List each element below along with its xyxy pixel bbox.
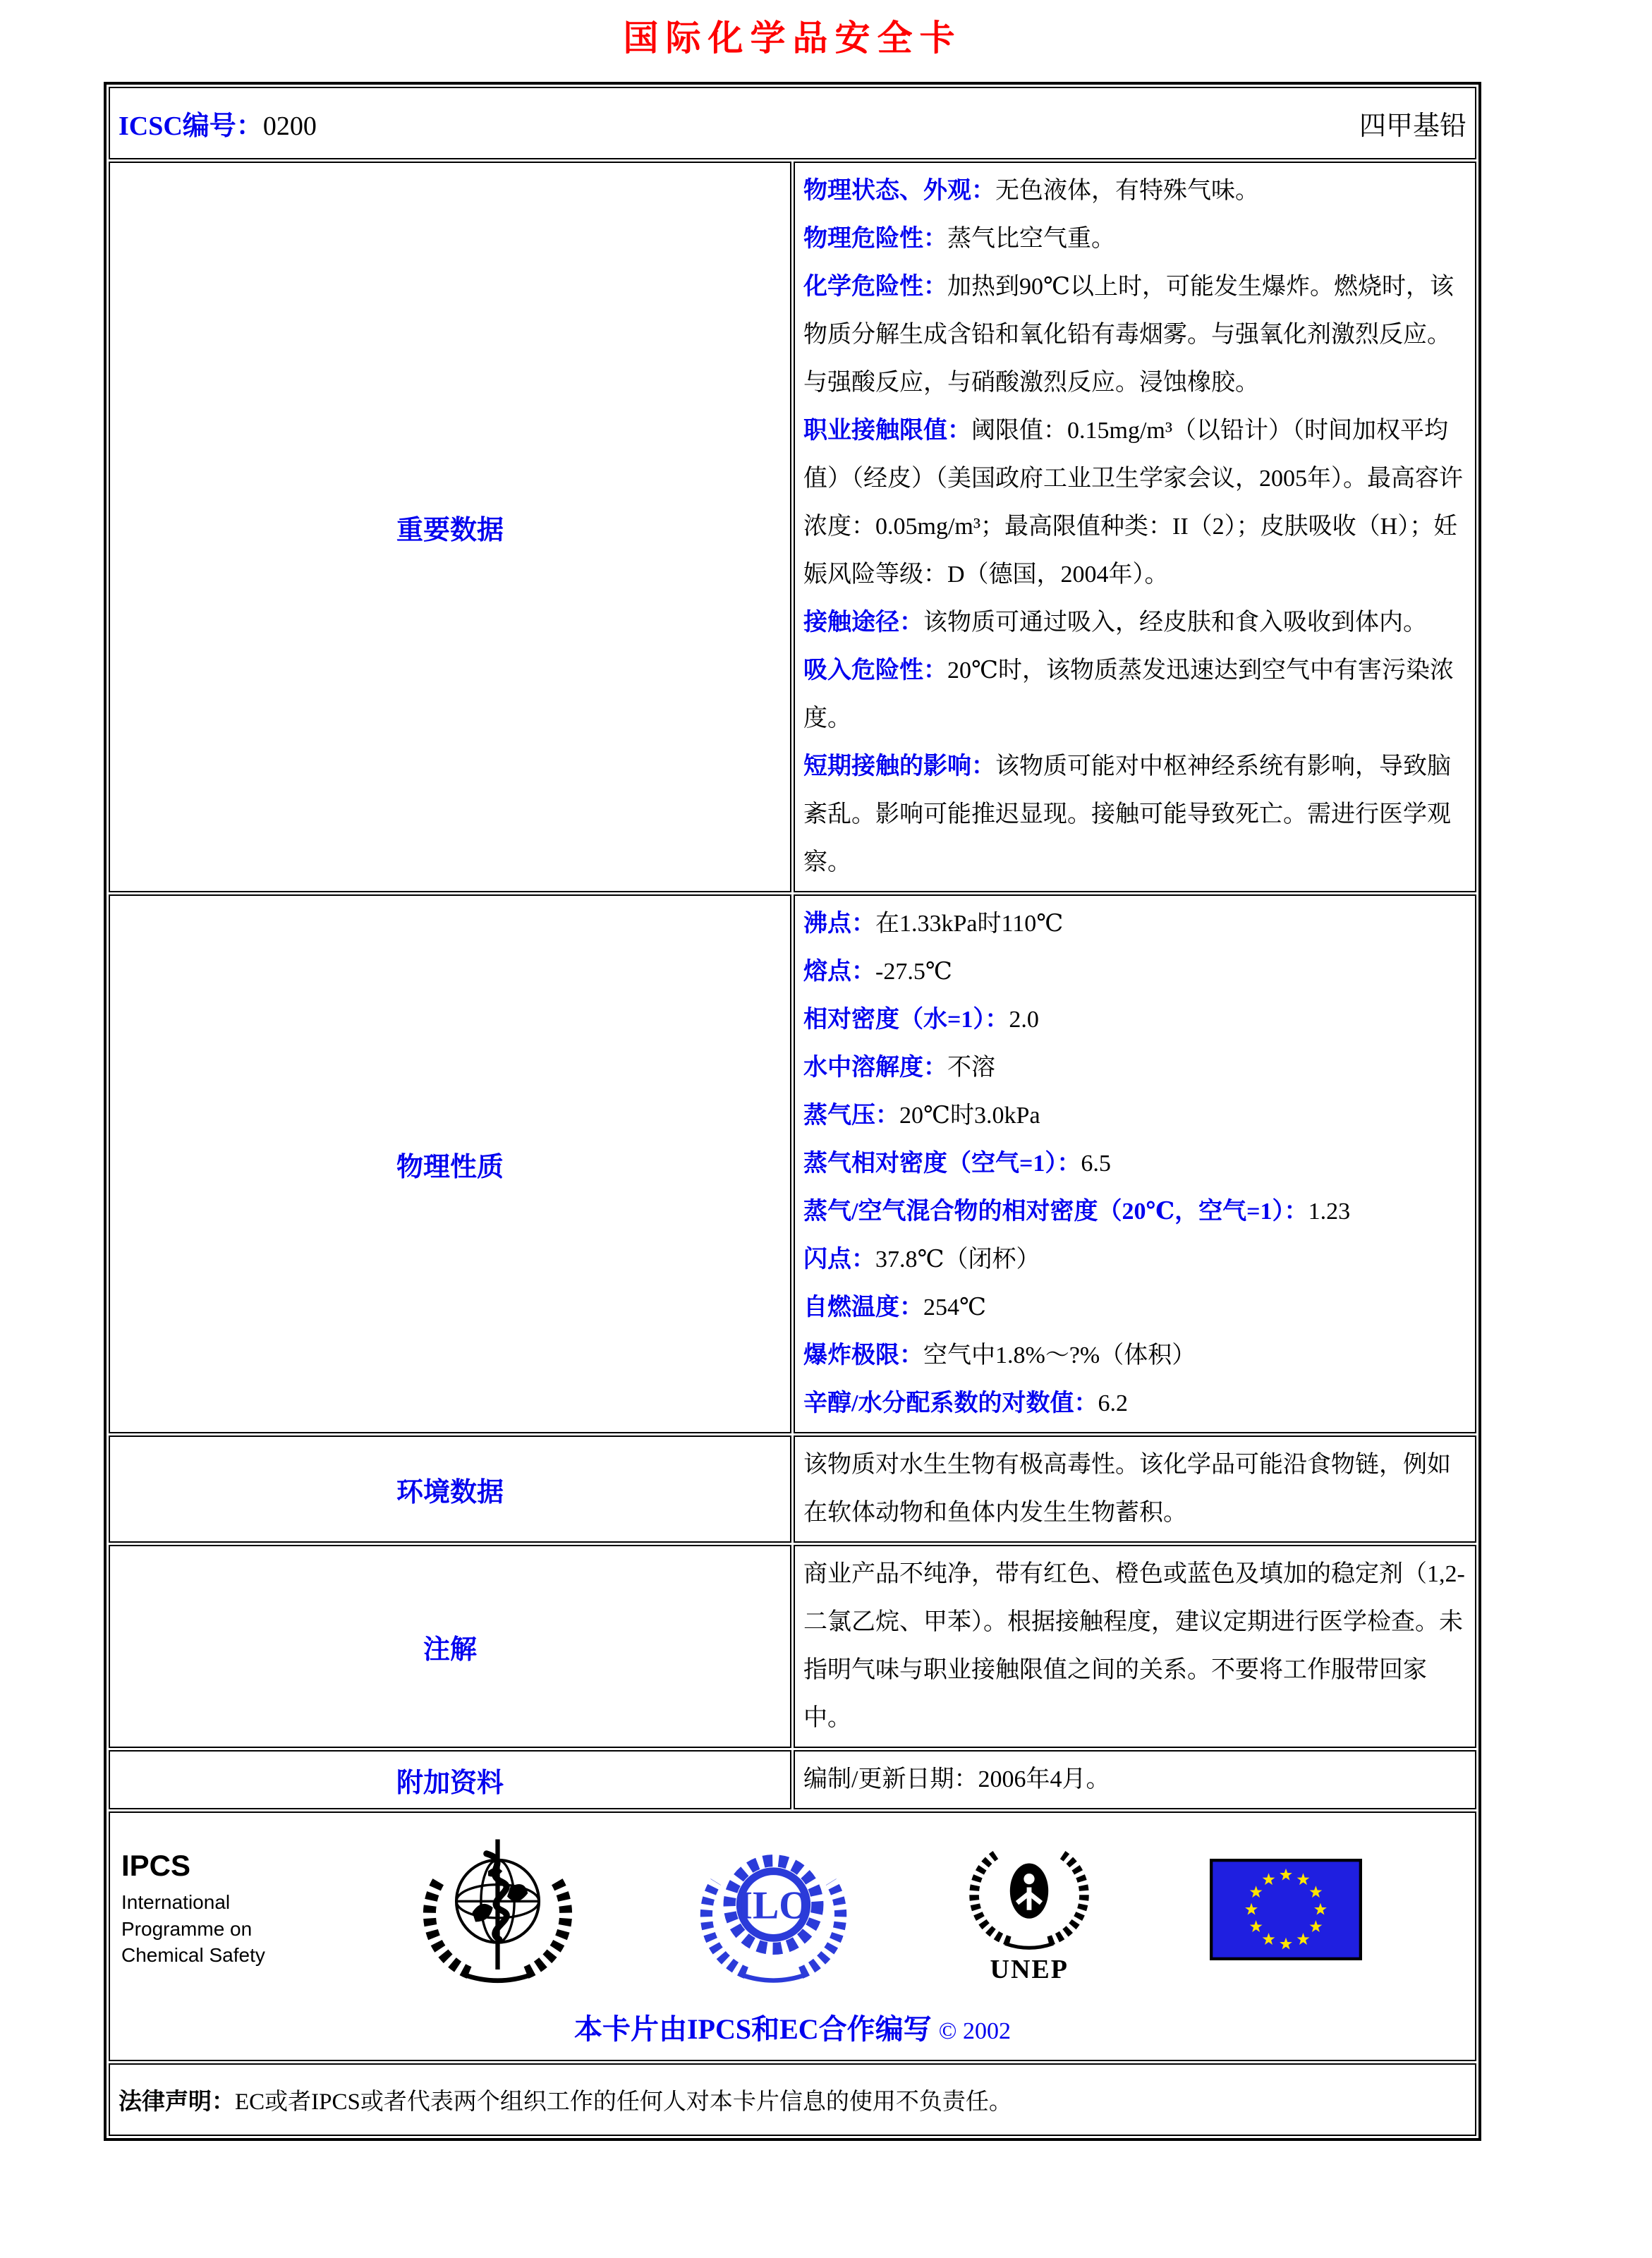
icsc-number-value: 0200 (262, 111, 317, 141)
environmental-data-row-label: 环境数据 (109, 1435, 791, 1543)
field-row (803, 1284, 1466, 1332)
ipcs-subtitle-line: International (121, 1890, 231, 1913)
header-row (109, 87, 1476, 159)
field-label: 接触途径： (803, 609, 923, 636)
field-label: 自燃温度： (803, 1294, 923, 1321)
field-label: 短期接触的影响： (803, 753, 995, 779)
field-label: 蒸气压： (803, 1103, 899, 1129)
who-emblem-icon (415, 1830, 581, 1989)
field-row (803, 1380, 1466, 1428)
field-value: 20℃时3.0kPa (899, 1103, 1040, 1129)
logos-cell (109, 1811, 1476, 2061)
field-row (803, 1140, 1466, 1188)
chemical-name: 四甲基铅 (1359, 111, 1466, 141)
field-label: 物理状态、外观： (803, 178, 995, 204)
field-value: 2.0 (1009, 1007, 1039, 1033)
field-value: 无色液体，有特殊气味。 (995, 178, 1259, 204)
field-value: 37.8℃（闭杯） (875, 1246, 1040, 1273)
legal-row (109, 2063, 1476, 2136)
notes-row-label: 注解 (109, 1545, 791, 1748)
field-value: 蒸气比空气重。 (947, 226, 1115, 252)
eu-flag-icon (1210, 1858, 1362, 1961)
physical-properties-content (794, 894, 1476, 1433)
field-row (803, 647, 1466, 743)
field-row (803, 996, 1466, 1044)
field-value: -27.5℃ (875, 959, 952, 985)
field-row (803, 900, 1466, 948)
field-label: 蒸气/空气混合物的相对密度（20℃，空气=1）： (803, 1198, 1308, 1225)
field-value: 不溶 (947, 1055, 995, 1081)
field-row (803, 1044, 1466, 1092)
environmental-data-content (794, 1435, 1476, 1543)
physical-properties-row (109, 894, 1476, 1433)
important-data-content (794, 162, 1476, 892)
field-label: 物理危险性： (803, 226, 947, 252)
field-label: 吸入危险性： (803, 657, 947, 684)
additional-info-content (794, 1750, 1476, 1809)
field-label: 化学危险性： (803, 274, 947, 300)
ipcs-subtitle-line: Chemical Safety (121, 1944, 265, 1967)
important-data-row-label: 重要数据 (109, 162, 791, 892)
notes-content (794, 1545, 1476, 1748)
ilo-emblem-icon (698, 1833, 849, 1985)
field-label: 爆炸极限： (803, 1342, 923, 1368)
physical-properties-row-label: 物理性质 (109, 894, 791, 1433)
page-title: 国际化学品安全卡 (623, 18, 962, 58)
icsc-card-page (104, 10, 1481, 2141)
field-value: 该物质对水生生物有极高毒性。该化学品可能沿食物链，例如在软体动物和鱼体内发生生物蓄积。 (803, 1452, 1451, 1526)
field-row (803, 599, 1466, 647)
field-row (803, 1236, 1466, 1284)
field-row (803, 167, 1466, 215)
field-row (803, 1188, 1466, 1236)
field-row (803, 1092, 1466, 1140)
field-label: 蒸气相对密度（空气=1）： (803, 1151, 1081, 1177)
field-label: 沸点： (803, 911, 875, 937)
field-value: 6.2 (1098, 1390, 1128, 1416)
legal-text: EC或者IPCS或者代表两个组织工作的任何人对本卡片信息的使用不负责任。 (235, 2089, 1012, 2115)
important-data-row (109, 162, 1476, 892)
icsc-number-label: ICSC编号： (119, 111, 263, 141)
field-label: 水中溶解度： (803, 1055, 947, 1081)
credit-text: 本卡片由IPCS和EC合作编写 (573, 2013, 932, 2045)
field-label: 闪点： (803, 1246, 875, 1273)
ipcs-text-block (121, 1850, 298, 1969)
icsc-number-group (119, 104, 317, 142)
field-value: 在1.33kPa时110℃ (875, 911, 1064, 937)
field-value: 商业产品不纯净，带有红色、橙色或蓝色及填加的稳定剂（1,2-二氯乙烷、甲苯）。根据接触程度，建议定期进行医学检查。未指明气味与职业接触限值之间的关系。不要将工作服带回家中。 (803, 1561, 1465, 1731)
additional-info-row (109, 1750, 1476, 1809)
field-value: 254℃ (923, 1294, 987, 1321)
legal-cell (109, 2063, 1476, 2136)
notes-row (109, 1545, 1476, 1748)
environmental-data-row (109, 1435, 1476, 1543)
field-value: 该物质可能对中枢神经系统有影响，导致脑紊乱。影响可能推迟显现。接触可能导致死亡。需进行医学观察。 (803, 753, 1451, 875)
ipcs-subtitle-line: Programme on (121, 1917, 253, 1940)
field-value: 空气中1.8%～?%（体积） (923, 1342, 1196, 1368)
field-row (803, 215, 1466, 263)
field-label: 相对密度（水=1）： (803, 1007, 1009, 1033)
additional-info-row-label: 附加资料 (109, 1750, 791, 1809)
field-value: 加热到90℃以上时，可能发生爆炸。燃烧时，该物质分解生成含铅和氧化铅有毒烟雾。与强氧化剂激烈反应。与强酸反应，与硝酸激烈反应。浸蚀橡胶。 (803, 274, 1454, 396)
field-row (803, 743, 1466, 887)
field-row (803, 407, 1466, 599)
legal-label: 法律声明： (119, 2089, 235, 2115)
field-row (803, 1756, 1466, 1804)
field-row (803, 1550, 1466, 1742)
ipcs-acronym: IPCS (121, 1848, 191, 1882)
field-row (803, 1332, 1466, 1380)
logos-row (109, 1811, 1476, 2061)
field-label: 辛醇/水分配系数的对数值： (803, 1390, 1098, 1416)
field-value: 6.5 (1081, 1151, 1111, 1177)
header-cell (109, 87, 1476, 159)
field-value: 20℃时，该物质蒸发迅速达到空气中有害污染浓度。 (803, 657, 1454, 732)
field-row (803, 948, 1466, 996)
unep-label: UNEP (990, 1955, 1069, 1984)
field-row (803, 1441, 1466, 1537)
svg-text:ILO: ILO (736, 1883, 810, 1928)
unep-block (966, 1833, 1093, 1985)
unep-emblem-icon (966, 1833, 1093, 1953)
field-label: 职业接触限值： (803, 418, 971, 444)
copyright-text: © 2002 (938, 2018, 1012, 2044)
field-label: 熔点： (803, 959, 875, 985)
field-value: 阈限值：0.15mg/m³（以铅计）（时间加权平均值）（经皮）（美国政府工业卫生学家会议，2005年）。最高容许浓度：0.05mg/m³；最高限值种类：II（2）；皮肤吸收（H）；妊娠风险等级：D（德国，2004年）。 (803, 418, 1463, 588)
field-value: 1.23 (1308, 1198, 1351, 1225)
credit-line (110, 2007, 1475, 2047)
field-value: 该物质可通过吸入，经皮肤和食入吸收到体内。 (923, 609, 1427, 636)
icsc-table (104, 82, 1481, 2141)
field-value: 编制/更新日期：2006年4月。 (803, 1766, 1110, 1792)
field-row (803, 263, 1466, 407)
